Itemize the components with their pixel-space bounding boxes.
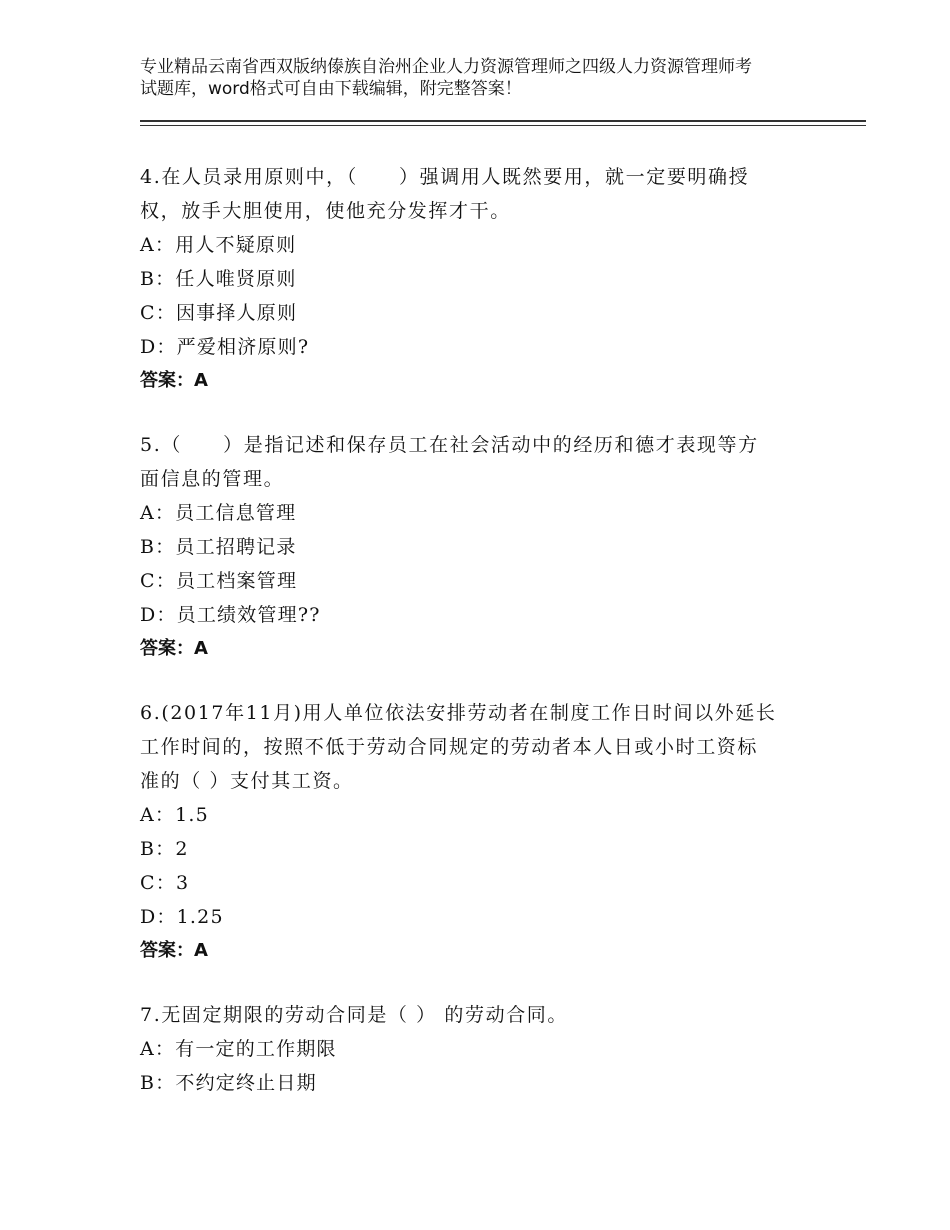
question-text xyxy=(140,428,820,496)
question-line: 6.(2017年11月)用人单位依法安排劳动者在制度工作日时间以外延长 xyxy=(140,702,777,724)
option-c: C：员工档案管理 xyxy=(140,570,298,592)
option-b: B：2 xyxy=(140,838,189,860)
question-text xyxy=(140,998,820,1032)
question-line: 面信息的管理。 xyxy=(140,468,285,490)
option-b: B：员工招聘记录 xyxy=(140,536,297,558)
option-a: A：员工信息管理 xyxy=(140,502,297,524)
option-c: C：因事择人原则 xyxy=(140,302,298,324)
question-line: 4.在人员录用原则中，（ ）强调用人既然要用，就一定要明确授 xyxy=(140,166,750,188)
question-text xyxy=(140,160,820,228)
answer: 答案：A xyxy=(140,638,208,659)
option-d: D：严爱相济原则? xyxy=(140,336,310,358)
answer: 答案：A xyxy=(140,940,208,961)
question-6 xyxy=(140,696,820,968)
option-b: B：不约定终止日期 xyxy=(140,1072,317,1094)
question-text xyxy=(140,696,820,798)
question-line: 工作时间的，按照不低于劳动合同规定的劳动者本人日或小时工资标 xyxy=(140,736,759,758)
header-line-2: 试题库，word格式可自由下载编辑，附完整答案！ xyxy=(140,79,522,99)
answer: 答案：A xyxy=(140,370,208,391)
option-d: D：1.25 xyxy=(140,906,224,928)
option-b: B：任人唯贤原则 xyxy=(140,268,297,290)
option-a: A：用人不疑原则 xyxy=(140,234,297,256)
option-a: A：有一定的工作期限 xyxy=(140,1038,337,1060)
question-line: 7.无固定期限的劳动合同是（ ） 的劳动合同。 xyxy=(140,1004,569,1026)
option-d: D：员工绩效管理?? xyxy=(140,604,321,626)
question-5 xyxy=(140,428,820,666)
question-line: 准的（ ）支付其工资。 xyxy=(140,770,354,792)
question-4 xyxy=(140,160,820,398)
question-line: 5.（ ）是指记述和保存员工在社会活动中的经历和德才表现等方 xyxy=(140,434,759,456)
header-line-1: 专业精品云南省西双版纳傣族自治州企业人力资源管理师之四级人力资源管理师考 xyxy=(140,57,752,77)
question-7 xyxy=(140,998,820,1100)
option-a: A：1.5 xyxy=(140,804,209,826)
header-divider-thin xyxy=(140,125,866,126)
document-header xyxy=(140,56,840,100)
option-c: C：3 xyxy=(140,872,190,894)
question-list xyxy=(140,160,820,1130)
question-line: 权，放手大胆使用，使他充分发挥才干。 xyxy=(140,200,511,222)
header-divider-thick xyxy=(140,120,866,122)
